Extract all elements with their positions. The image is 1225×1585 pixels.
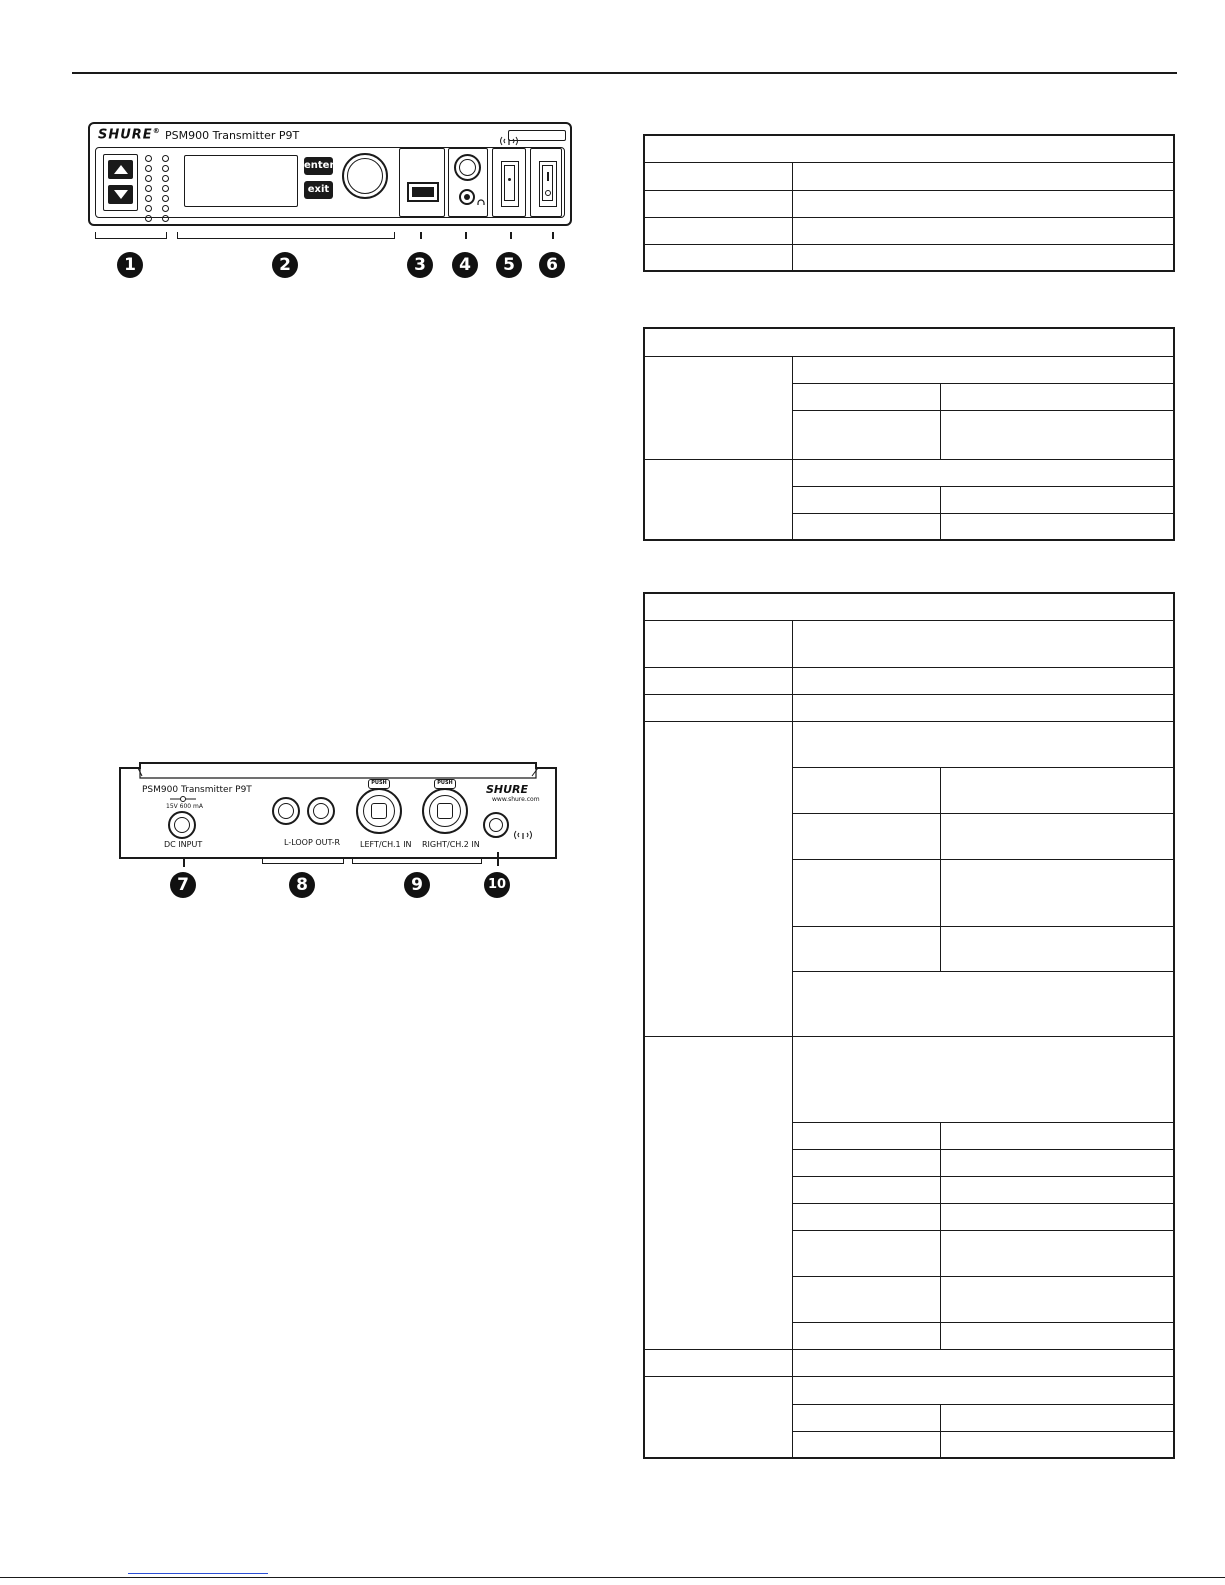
antenna-connector[interactable] [483, 812, 509, 838]
dc-input-jack[interactable] [168, 811, 196, 839]
callout-7: 7 [170, 872, 196, 898]
table-row [644, 459, 1174, 486]
control-wheel[interactable] [342, 153, 388, 199]
power-switch[interactable] [539, 161, 557, 207]
rf-wave-icon [498, 136, 520, 146]
table-row [644, 667, 1174, 694]
table-row [644, 162, 1174, 190]
spec-table-1 [643, 134, 1175, 272]
antenna-wave-icon [512, 830, 534, 840]
bottom-rule [0, 1577, 1225, 1578]
right-ch2-input[interactable] [422, 788, 468, 834]
tick-3 [420, 232, 422, 239]
rear-brand-logo: SHURE [486, 783, 529, 796]
rf-switch-module [492, 148, 526, 217]
table-row [644, 1349, 1174, 1376]
up-arrow-button[interactable] [108, 160, 133, 179]
bracket-9 [352, 857, 482, 864]
left-input-label: LEFT/CH.1 IN [360, 840, 412, 849]
power-switch-module [530, 148, 562, 217]
callout-10: 10 [484, 872, 510, 898]
bracket-8 [262, 857, 344, 864]
spec-table-2 [643, 327, 1175, 541]
headphone-volume-knob[interactable] [454, 154, 481, 181]
headphone-module [448, 148, 488, 217]
callout-4: 4 [452, 252, 478, 278]
left-ch1-input[interactable] [356, 788, 402, 834]
tick-6 [552, 232, 554, 239]
menu-button-group [103, 154, 138, 211]
tick-5 [510, 232, 512, 239]
callout-3: 3 [407, 252, 433, 278]
spec-table-3 [643, 592, 1175, 1459]
dc-polarity-icon [170, 795, 196, 803]
tick-7 [183, 857, 185, 867]
audio-meter-right [162, 155, 169, 225]
callout-5: 5 [496, 252, 522, 278]
lcd-display [184, 155, 298, 207]
callout-8: 8 [289, 872, 315, 898]
callout-9: 9 [404, 872, 430, 898]
down-arrow-icon [114, 190, 128, 199]
loop-out-label: L-LOOP OUT-R [284, 838, 341, 847]
footer-link-underline[interactable] [128, 1573, 268, 1574]
usb-port[interactable] [407, 182, 439, 202]
front-panel-illustration [88, 122, 572, 226]
enter-button[interactable]: enter [304, 157, 333, 175]
dc-input-label: DC INPUT [164, 840, 203, 849]
bracket-2 [177, 232, 395, 239]
push-release-left[interactable]: PUSH [368, 779, 390, 789]
push-release-right[interactable]: PUSH [434, 779, 456, 789]
up-arrow-icon [114, 165, 128, 174]
dc-rating: 15V 600 mA [166, 803, 203, 810]
headphone-icon [477, 199, 485, 206]
rear-model-name: PSM900 Transmitter P9T [142, 785, 252, 795]
callout-1: 1 [117, 252, 143, 278]
audio-meter-left [145, 155, 152, 225]
table-row [644, 217, 1174, 244]
table-header-row [644, 135, 1174, 162]
tick-4 [465, 232, 467, 239]
rf-mute-switch[interactable] [501, 161, 519, 207]
callout-2: 2 [272, 252, 298, 278]
table-row [644, 694, 1174, 721]
front-panel-face [95, 147, 565, 218]
table-row [644, 721, 1174, 767]
exit-button[interactable]: exit [304, 181, 333, 199]
right-input-label: RIGHT/CH.2 IN [422, 840, 480, 849]
brand-logo: SHURE® [98, 127, 161, 143]
table-row [644, 244, 1174, 271]
tick-10 [497, 852, 499, 866]
usb-module [399, 148, 445, 217]
bracket-1 [95, 232, 167, 239]
table-row [644, 1036, 1174, 1122]
table-header-row [644, 593, 1174, 620]
callout-6: 6 [539, 252, 565, 278]
model-name: PSM900 Transmitter P9T [165, 129, 300, 142]
table-row [644, 190, 1174, 217]
down-arrow-button[interactable] [108, 185, 133, 204]
loop-out-left-jack[interactable] [272, 797, 300, 825]
loop-out-right-jack[interactable] [307, 797, 335, 825]
table-row [644, 620, 1174, 667]
website-label: www.shure.com [492, 796, 540, 803]
table-header-row [644, 328, 1174, 356]
headphone-jack[interactable] [459, 189, 475, 205]
table-row [644, 356, 1174, 383]
top-rule [72, 72, 1177, 74]
table-row [644, 1376, 1174, 1404]
